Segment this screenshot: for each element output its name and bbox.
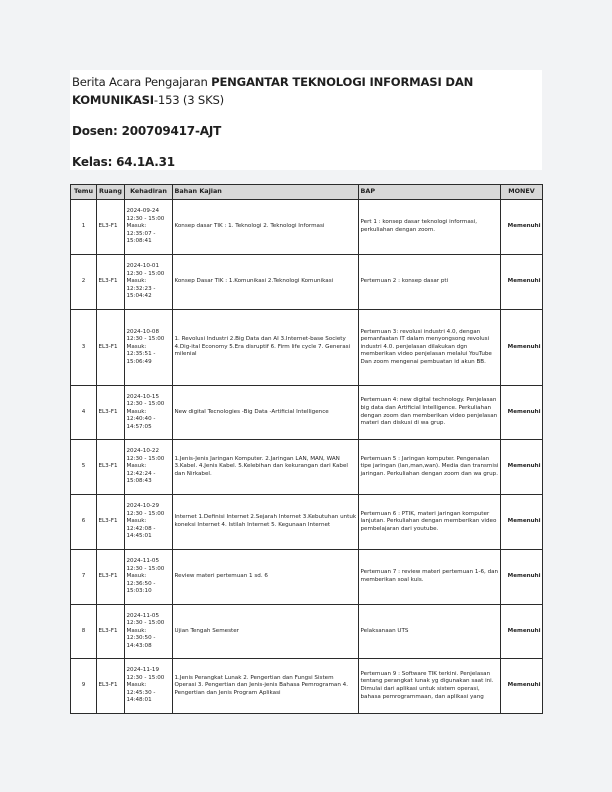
cell-kehadiran: 2024-11-19 12:30 - 15:00 Masuk: 12:45:30 - 14:48:01 bbox=[125, 659, 173, 714]
cell-kehadiran: 2024-10-08 12:30 - 15:00 Masuk: 12:35:51 - 15:06:49 bbox=[125, 310, 173, 386]
cell-bahan-kajian: 1.Jenis Perangkat Lunak 2. Pengertian dan Fungsi Sistem Operasi 3. Pengertian dan Jenis-jenis Bahasa Pemrograman 4. Pengertian dan Jenis Program Aplikasi bbox=[173, 659, 359, 714]
attendance-table bbox=[70, 184, 543, 714]
cell-bap: Pertemuan 6 : PTIK, materi jaringan komputer lanjutan. Perkuliahan dengan memberikan video pembelajaran dari youtube. bbox=[359, 495, 501, 550]
cell-bahan-kajian: New digital Tecnologies -Big Data -Artificial Intelligence bbox=[173, 386, 359, 440]
cell-temu: 2 bbox=[71, 255, 97, 310]
cell-bahan-kajian: Konsep dasar TIK : 1. Teknologi 2. Teknologi Informasi bbox=[173, 200, 359, 255]
table-row bbox=[71, 440, 543, 495]
cell-bap: Pelaksanaan UTS bbox=[359, 605, 501, 659]
cell-monev: Memenuhi bbox=[501, 550, 543, 605]
cell-bahan-kajian: Review materi pertemuan 1 sd. 6 bbox=[173, 550, 359, 605]
cell-monev: Memenuhi bbox=[501, 659, 543, 714]
table-row bbox=[71, 310, 543, 386]
cell-ruang: EL3-F1 bbox=[97, 200, 125, 255]
cell-kehadiran: 2024-11-05 12:30 - 15:00 Masuk: 12:30:50 - 14:43:08 bbox=[125, 605, 173, 659]
cell-bap: Pert 1 : konsep dasar teknologi informasi, perkuliahan dengan zoom. bbox=[359, 200, 501, 255]
cell-bap: Pertemuan 2 : konsep dasar pti bbox=[359, 255, 501, 310]
cell-ruang: EL3-F1 bbox=[97, 659, 125, 714]
cell-temu: 7 bbox=[71, 550, 97, 605]
cell-kehadiran: 2024-10-01 12:30 - 15:00 Masuk: 12:32:23 - 15:04:42 bbox=[125, 255, 173, 310]
course-name: PENGANTAR TEKNOLOGI INFORMASI DAN KOMUNIKASI bbox=[72, 75, 474, 107]
cell-ruang: EL3-F1 bbox=[97, 605, 125, 659]
cell-monev: Memenuhi bbox=[501, 310, 543, 386]
class-label: Kelas: 64.1A.31 bbox=[72, 155, 175, 169]
cell-bap: Pertemuan 7 : review materi pertemuan 1-6, dan memberikan soal kuis. bbox=[359, 550, 501, 605]
table-row bbox=[71, 255, 543, 310]
cell-temu: 8 bbox=[71, 605, 97, 659]
column-header-temu: Temu bbox=[71, 185, 97, 200]
table-row bbox=[71, 550, 543, 605]
column-header-ruang: Ruang bbox=[97, 185, 125, 200]
cell-monev: Memenuhi bbox=[501, 605, 543, 659]
cell-ruang: EL3-F1 bbox=[97, 386, 125, 440]
title-prefix: Berita Acara Pengajaran bbox=[72, 75, 212, 89]
table-row bbox=[71, 659, 543, 714]
page-title bbox=[72, 73, 540, 109]
cell-bahan-kajian: Internet 1.Definisi Internet 2.Sejarah Internet 3.Kebutuhan untuk koneksi Internet 4. Istilah Internet 5. Kegunaan Internet bbox=[173, 495, 359, 550]
column-header-bahan-kajian: Bahan Kajian bbox=[173, 185, 359, 200]
cell-bahan-kajian: 1.Jenis-Jenis Jaringan Komputer. 2.Jaringan LAN, MAN, WAN 3.Kabel. 4.Jenis Kabel. 5.Kelebihan dan kekurangan dari Kabel dan Nirkabel. bbox=[173, 440, 359, 495]
cell-bap: Pertemuan 9 : Software TIK terkini. Penjelasan tentang perangkat lunak yg digunakan saat ini. Dimulai dari aplikasi untuk sistem operasi, bahasa pemrogrammaan, dan aplikasi yang bbox=[359, 659, 501, 714]
cell-ruang: EL3-F1 bbox=[97, 255, 125, 310]
lecturer-label: Dosen: 200709417-AJT bbox=[72, 124, 222, 138]
cell-monev: Memenuhi bbox=[501, 440, 543, 495]
table-header-row bbox=[71, 185, 543, 200]
cell-ruang: EL3-F1 bbox=[97, 310, 125, 386]
cell-ruang: EL3-F1 bbox=[97, 550, 125, 605]
cell-temu: 6 bbox=[71, 495, 97, 550]
column-header-bap: BAP bbox=[359, 185, 501, 200]
cell-kehadiran: 2024-11-05 12:30 - 15:00 Masuk: 12:36:50 - 15:03:10 bbox=[125, 550, 173, 605]
cell-kehadiran: 2024-10-15 12:30 - 15:00 Masuk: 12:40:40 - 14:57:05 bbox=[125, 386, 173, 440]
cell-monev: Memenuhi bbox=[501, 386, 543, 440]
cell-monev: Memenuhi bbox=[501, 495, 543, 550]
cell-bahan-kajian: Ujian Tengah Semester bbox=[173, 605, 359, 659]
column-header-kehadiran: Kehadiran bbox=[125, 185, 173, 200]
cell-bap: Pertemuan 5 : Jaringan komputer. Pengenalan tipe jaringan (lan,man,wan). Media dan transmisi jaringan. Perkuliahan dengan zoom dan wa grup. bbox=[359, 440, 501, 495]
document-header bbox=[70, 70, 542, 170]
cell-bahan-kajian: 1. Revolusi Industri 2.Big Data dan AI 3.Internet-base Society 4.Dig-ital Economy 5.Era disruptif 6. Firm life cycle 7. Generasi milenial bbox=[173, 310, 359, 386]
cell-ruang: EL3-F1 bbox=[97, 440, 125, 495]
table-row bbox=[71, 386, 543, 440]
cell-temu: 3 bbox=[71, 310, 97, 386]
cell-monev: Memenuhi bbox=[501, 200, 543, 255]
cell-monev: Memenuhi bbox=[501, 255, 543, 310]
table-row bbox=[71, 495, 543, 550]
cell-ruang: EL3-F1 bbox=[97, 495, 125, 550]
cell-kehadiran: 2024-09-24 12:30 - 15:00 Masuk: 12:35:07 - 15:08:41 bbox=[125, 200, 173, 255]
cell-temu: 1 bbox=[71, 200, 97, 255]
cell-bahan-kajian: Konsep Dasar TIK : 1.Komunikasi 2.Teknologi Komunikasi bbox=[173, 255, 359, 310]
course-code-sks: -153 (3 SKS) bbox=[153, 93, 224, 107]
cell-bap: Pertemuan 3: revolusi industri 4.0, dengan pemanfaatan IT dalam menyongsong revolusi industri 4.0. penjelasan dilakukan dgn memberikan video penjelasan melalui YouTube Dan zoom mengenai pembuatan id akun BB. bbox=[359, 310, 501, 386]
cell-kehadiran: 2024-10-29 12:30 - 15:00 Masuk: 12:42:08 - 14:45:01 bbox=[125, 495, 173, 550]
cell-temu: 9 bbox=[71, 659, 97, 714]
cell-kehadiran: 2024-10-22 12:30 - 15:00 Masuk: 12:42:24 - 15:08:43 bbox=[125, 440, 173, 495]
column-header-monev: MONEV bbox=[501, 185, 543, 200]
cell-bap: Pertemuan 4: new digital technology. Penjelasan big data dan Artificial Intelligence. Perkuliahan dengan zoom dan memberikan video penjelasan materi dan diskusi di wa grup. bbox=[359, 386, 501, 440]
cell-temu: 5 bbox=[71, 440, 97, 495]
cell-temu: 4 bbox=[71, 386, 97, 440]
table-row bbox=[71, 605, 543, 659]
table-row bbox=[71, 200, 543, 255]
